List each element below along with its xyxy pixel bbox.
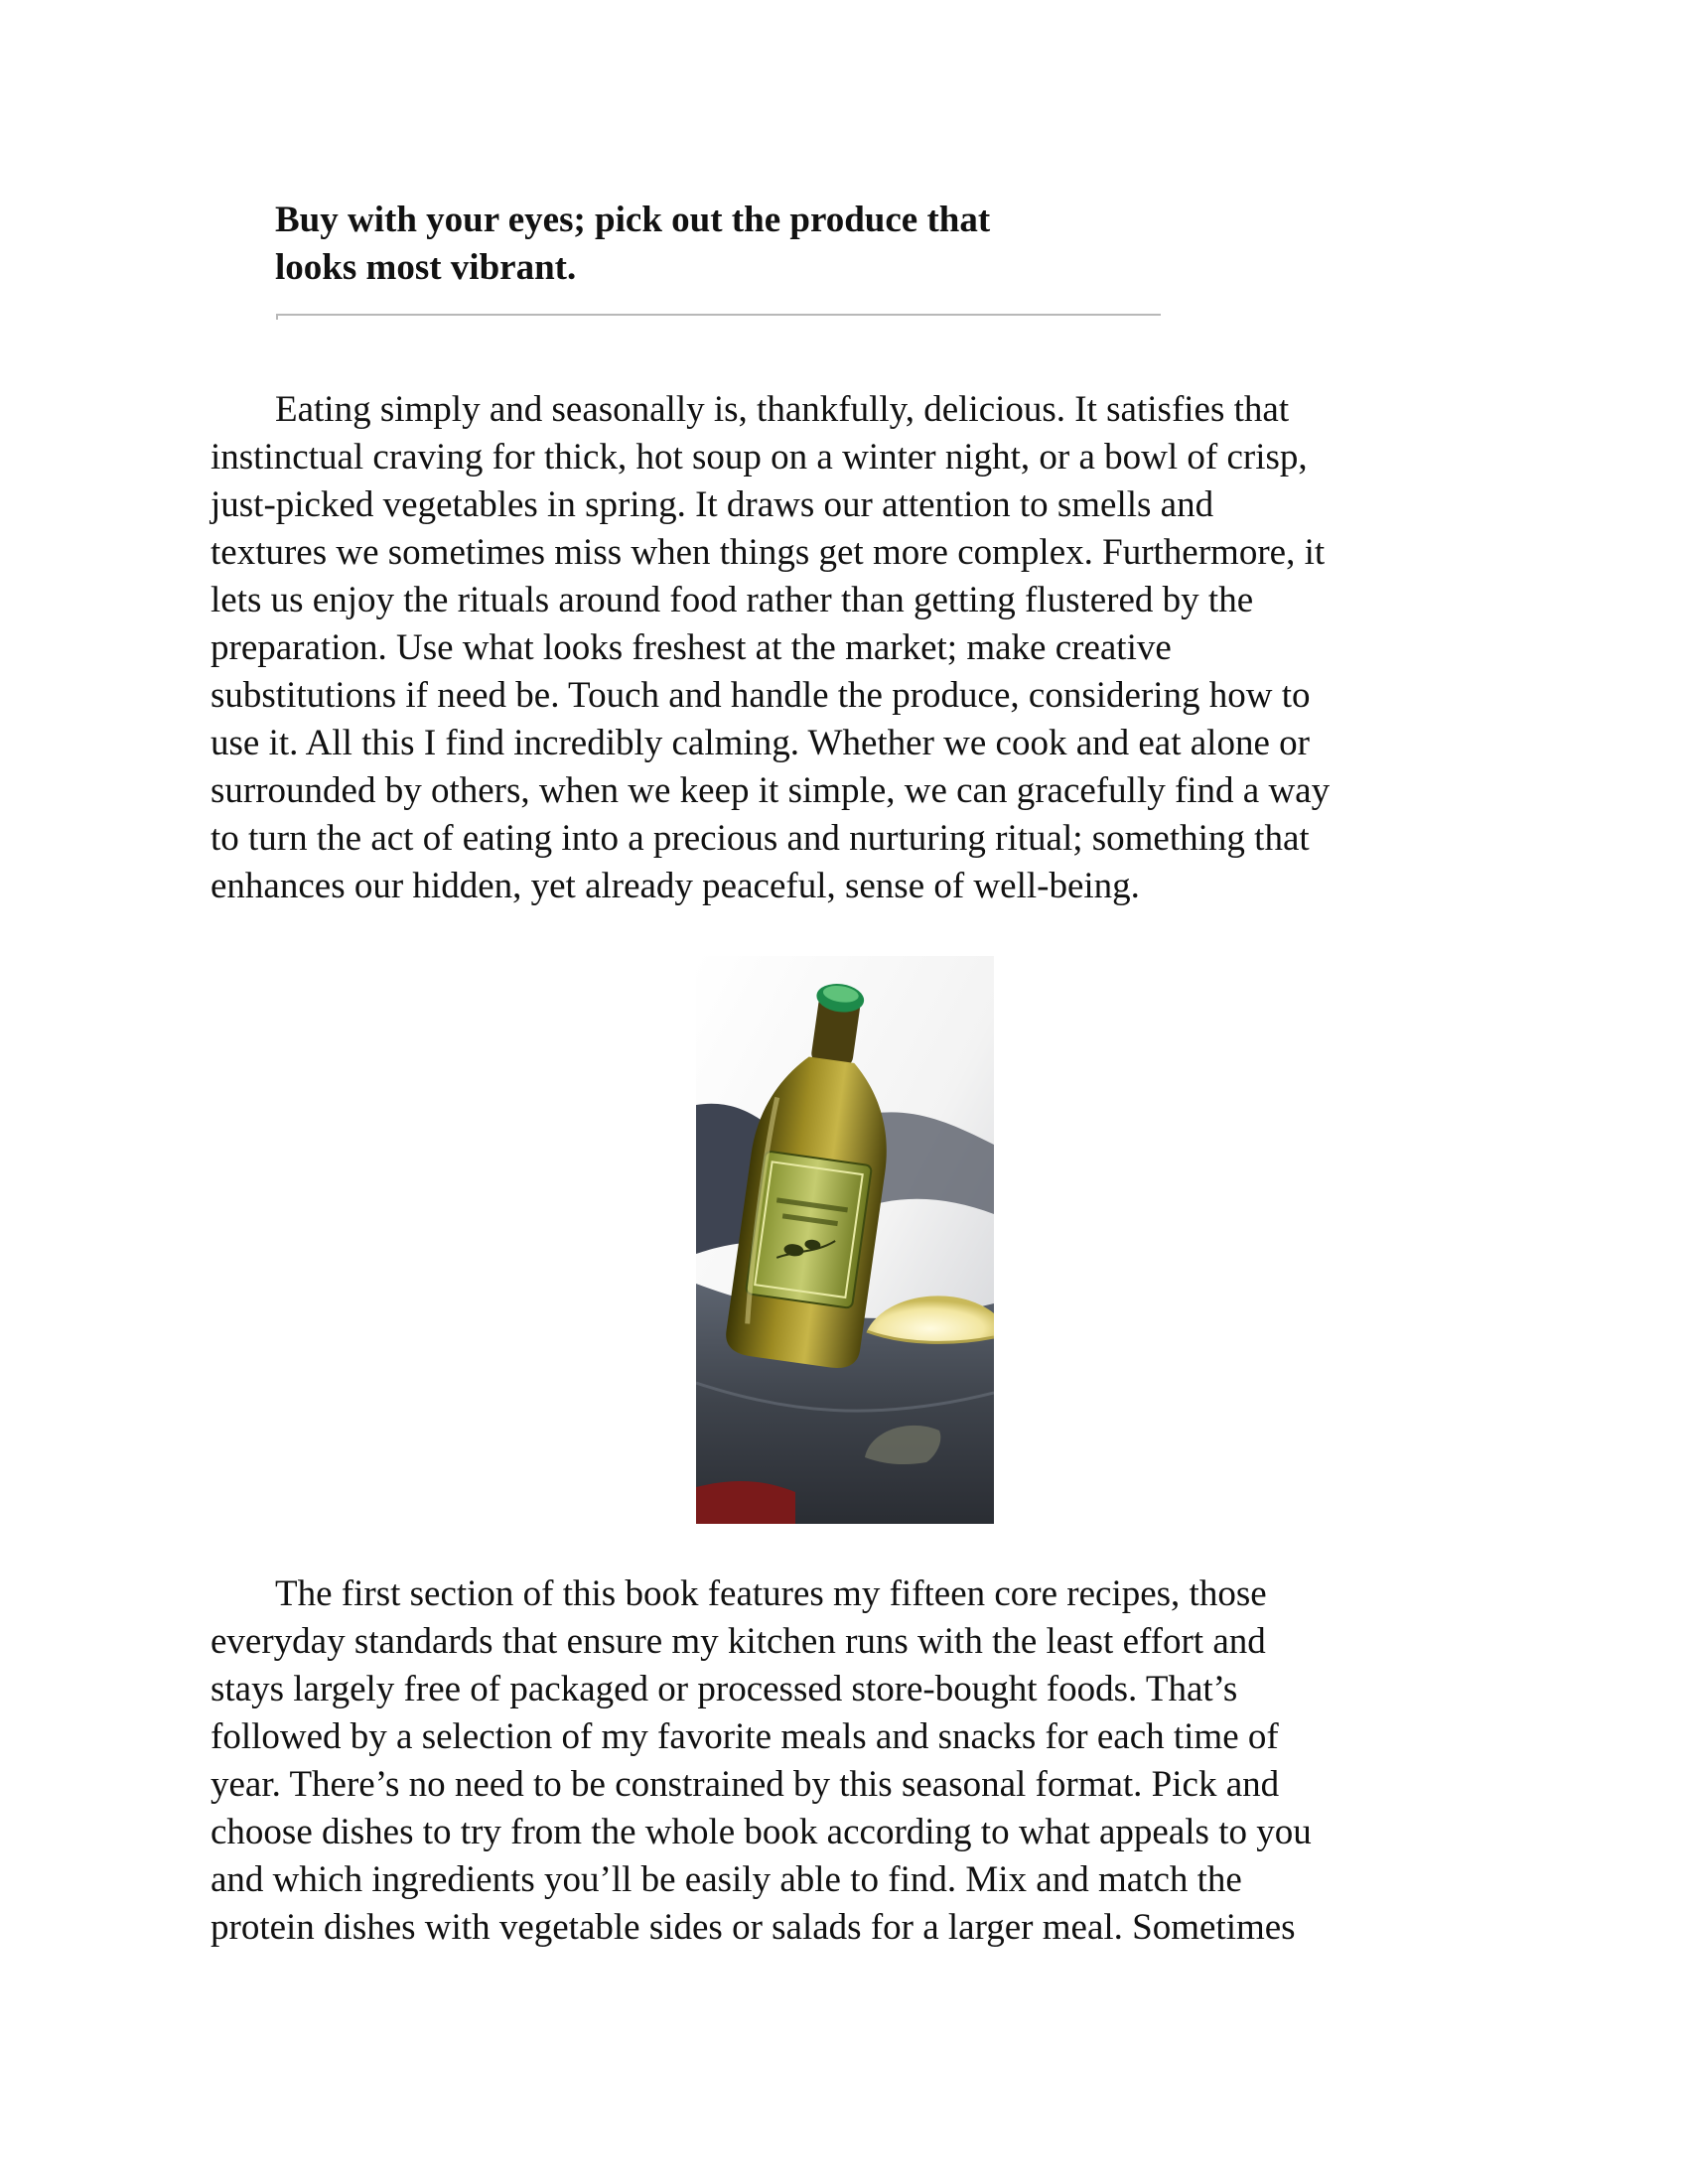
paragraph-line: Eating simply and seasonally is, thankfully, delicious. It satisfies that [275, 389, 1290, 430]
paragraph-line: and which ingredients you’ll be easily able to find. Mix and match the [211, 1859, 1242, 1900]
paragraph-line: surrounded by others, when we keep it simple, we can gracefully find a way [211, 770, 1331, 811]
paragraph-line: preparation. Use what looks freshest at the market; make creative [211, 627, 1172, 668]
paragraph-line: lets us enjoy the rituals around food rather than getting flustered by the [211, 580, 1254, 620]
paragraph-line: year. There’s no need to be constrained by this seasonal format. Pick and [211, 1764, 1280, 1805]
body-paragraph-2 [211, 1570, 1501, 1952]
pull-quote [275, 197, 1169, 292]
paragraph-line: to turn the act of eating into a precious and nurturing ritual; something that [211, 818, 1310, 859]
pull-quote-line: Buy with your eyes; pick out the produce that [275, 200, 991, 240]
paragraph-line: instinctual craving for thick, hot soup on a winter night, or a bowl of crisp, [211, 437, 1308, 478]
paragraph-line: followed by a selection of my favorite meals and snacks for each time of [211, 1716, 1279, 1757]
paragraph-line: substitutions if need be. Touch and handle the produce, considering how to [211, 675, 1311, 716]
paragraph-line: just-picked vegetables in spring. It draws our attention to smells and [211, 484, 1214, 525]
paragraph-line: use it. All this I find incredibly calming. Whether we cook and eat alone or [211, 723, 1310, 763]
paragraph-line: textures we sometimes miss when things get more complex. Furthermore, it [211, 532, 1326, 573]
olive-oil-bottle-photo [696, 956, 994, 1524]
pull-quote-divider [277, 314, 1161, 316]
paragraph-line: The first section of this book features my fifteen core recipes, those [275, 1573, 1267, 1614]
body-paragraph-1 [211, 386, 1501, 910]
paragraph-line: stays largely free of packaged or processed store-bought foods. That’s [211, 1669, 1238, 1709]
pull-quote-line: looks most vibrant. [275, 247, 577, 288]
paragraph-line: enhances our hidden, yet already peaceful, sense of well-being. [211, 866, 1140, 906]
paragraph-line: everyday standards that ensure my kitchen runs with the least effort and [211, 1621, 1266, 1662]
paragraph-line: choose dishes to try from the whole book according to what appeals to you [211, 1812, 1312, 1852]
paragraph-line: protein dishes with vegetable sides or salads for a larger meal. Sometimes [211, 1907, 1296, 1948]
